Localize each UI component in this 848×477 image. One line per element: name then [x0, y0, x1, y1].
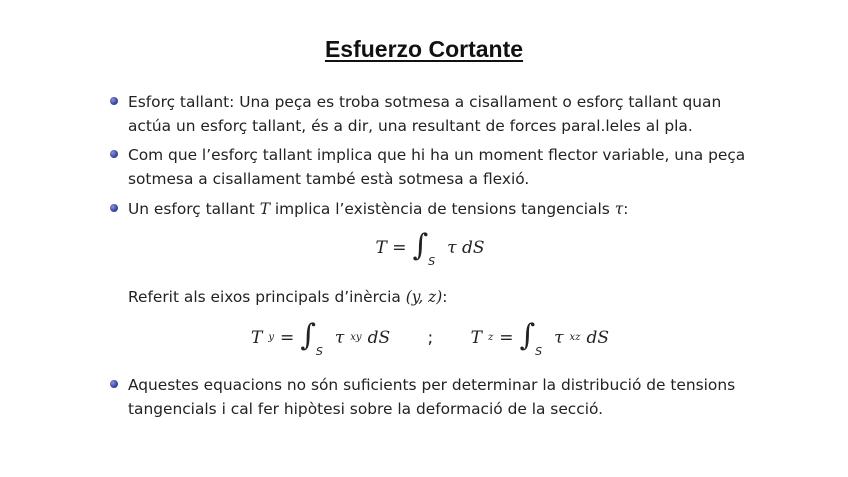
referit-colon: :	[442, 288, 448, 306]
eq2-left-tau-sub: xy	[350, 332, 362, 343]
eq2-left-equals: =	[279, 328, 295, 348]
eq2-left-ds: dS	[367, 328, 391, 348]
bullet-item	[110, 197, 750, 221]
symbol-tau: τ	[614, 200, 624, 218]
eq1-lhs: T =	[375, 238, 407, 258]
bullet-text: Esforç tallant: Una peça es troba sotmesa a cisallament o esforç tallant quan actúa un esforç tallant, és a dir, una resultant de forces paral.leles al pla.	[128, 93, 722, 135]
eq2-left-lhs: T	[250, 328, 263, 348]
eq2-right-tau: τ	[554, 328, 564, 348]
bullet-text-before: Un esforç tallant	[128, 200, 260, 218]
bullet-item	[110, 373, 750, 421]
eq2-separator: ;	[427, 328, 434, 348]
principal-axes-note	[110, 285, 750, 309]
integral-symbol: ∫	[300, 318, 316, 353]
bullet-text: Aquestes equacions no són suficients per determinar la distribució de tensions tangencials i cal fer hipòtesi sobre la deformació de la secció.	[128, 376, 736, 418]
integral-symbol: ∫	[412, 228, 429, 263]
referit-text: Referit als eixos principals d’inèrcia	[128, 288, 406, 306]
bullet-text-middle: implica l’existència de tensions tangencials	[269, 200, 615, 218]
integral-lower-limit: S	[428, 255, 436, 268]
bullet-text-after: :	[623, 200, 629, 218]
eq2-left-tau: τ	[334, 328, 345, 348]
eq2-right-ds: dS	[586, 328, 609, 348]
equation-components	[110, 318, 750, 373]
integral-lower-limit: S	[535, 345, 543, 358]
eq2-right-lhs: T	[470, 328, 482, 348]
eq2-right-equals: =	[499, 328, 514, 348]
slide-content	[110, 90, 750, 421]
integral-lower-limit: S	[315, 345, 323, 358]
eq2-left-sub: y	[268, 332, 274, 343]
symbol-T: T	[259, 200, 270, 218]
bullet-dot-icon	[110, 97, 118, 105]
bullet-dot-icon	[110, 380, 118, 388]
eq1-integrand: τ dS	[447, 238, 485, 258]
bullet-text: Com que l’esforç tallant implica que hi ha un moment flector variable, una peça sotmesa a cisallament també està sotmesa a flexió.	[128, 146, 746, 188]
slide-title: Esfuerzo Cortante	[324, 36, 524, 62]
bullet-item	[110, 143, 750, 191]
eq2-right-sub: z	[487, 332, 494, 343]
eq2-right-tau-sub: xz	[569, 332, 581, 343]
bullet-dot-icon	[110, 204, 118, 212]
bullet-item	[110, 90, 750, 138]
equation-shear-force	[110, 228, 750, 279]
bullet-dot-icon	[110, 150, 118, 158]
integral-symbol: ∫	[519, 318, 536, 353]
referit-axes: (y, z)	[405, 288, 443, 306]
